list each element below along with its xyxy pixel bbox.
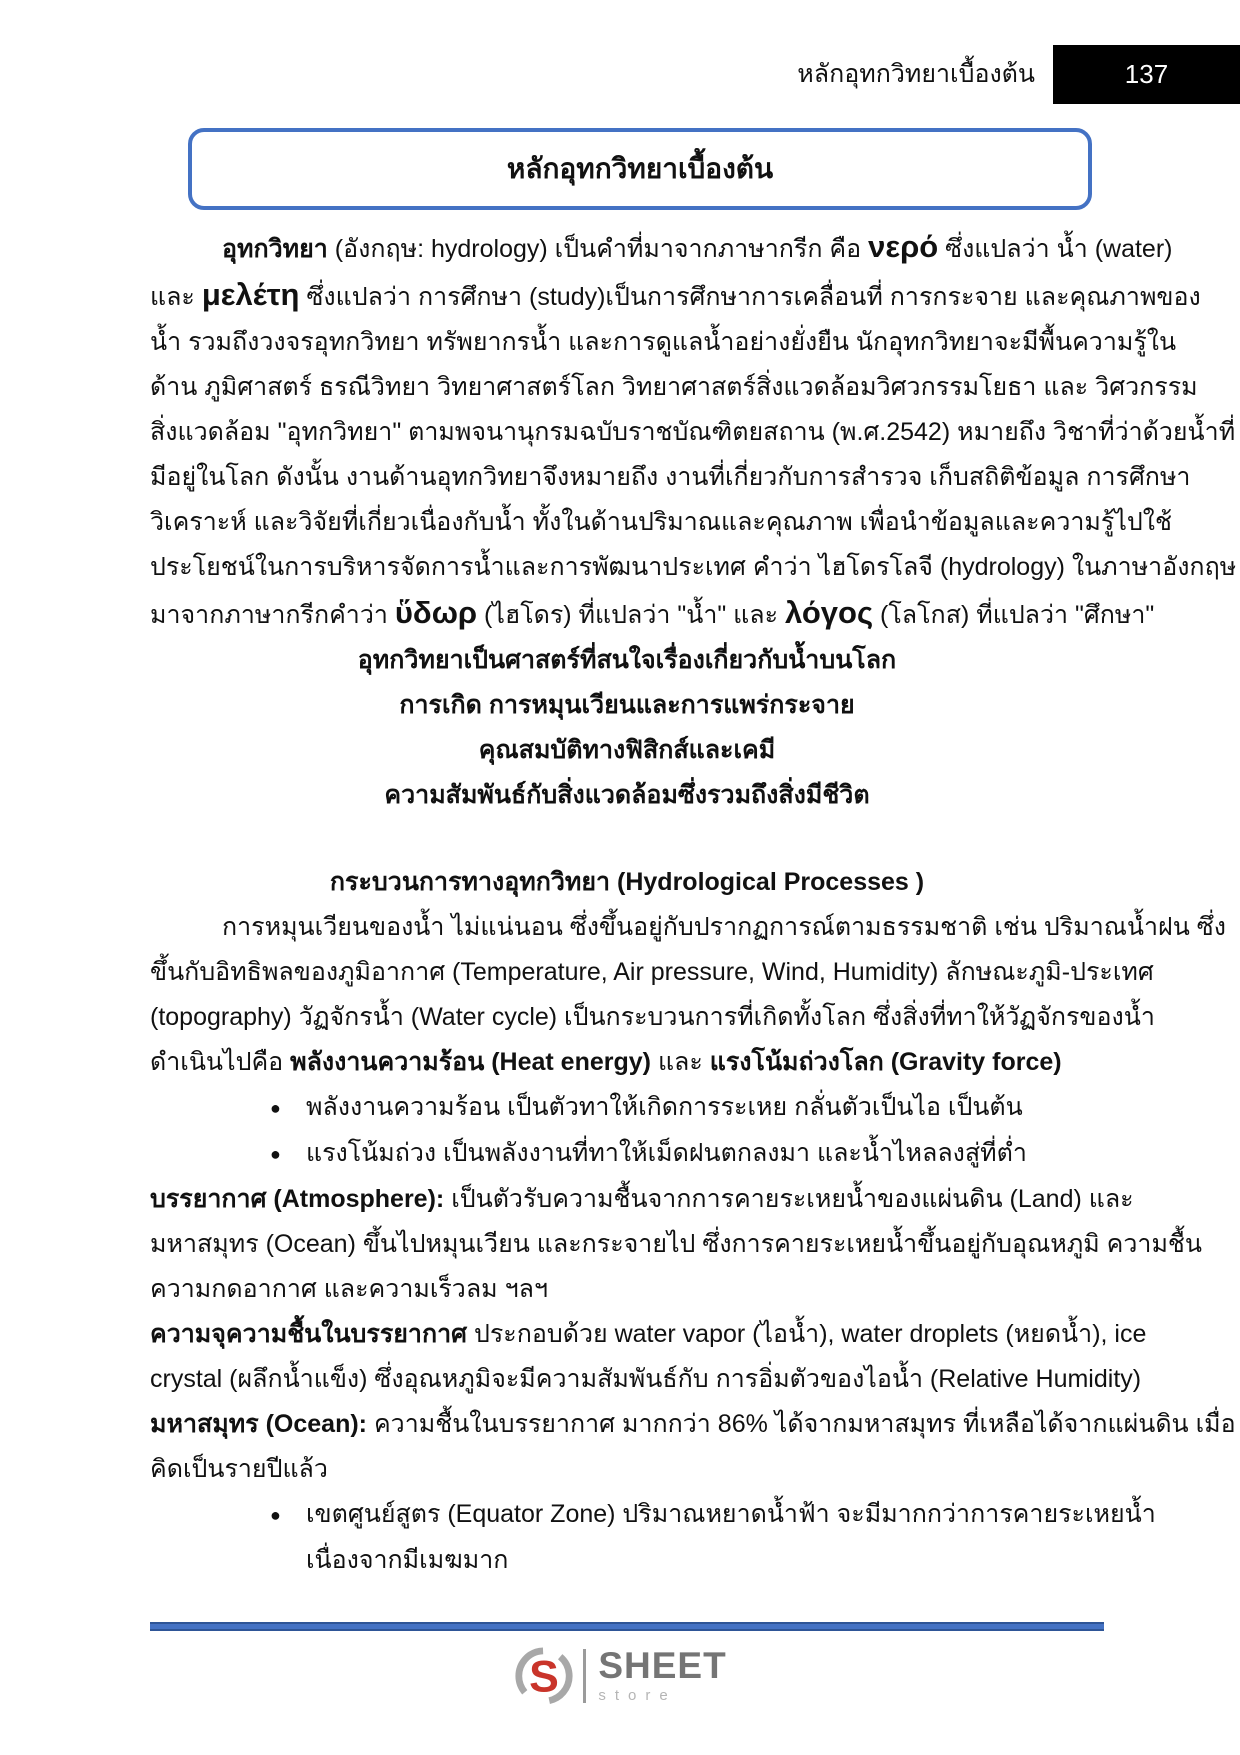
- text-line: [150, 1357, 1142, 1402]
- text-segment: คิดเป็นรายปีแล้ว: [150, 1455, 328, 1483]
- bold-text: มหาสมุทร (Ocean):: [150, 1410, 367, 1438]
- text-segment: (อังกฤษ: hydrology) เป็นคำที่มาจากภาษากรีก คือ: [327, 235, 869, 263]
- logo-divider: [583, 1649, 586, 1703]
- bullet-dot-icon: ●: [270, 1505, 281, 1525]
- greek-term: ὕδωρ: [394, 595, 478, 630]
- bold-text: บรรยากาศ (Atmosphere):: [150, 1185, 445, 1213]
- text-segment: ดำเนินไปคือ: [150, 1048, 291, 1076]
- text-segment: crystal (ผลึกน้ำแข็ง) ซึ่งอุณหภูมิจะมีความสัมพันธ์กับ การอิ่มตัวของไอน้ำ (Relative Humidity): [150, 1365, 1142, 1393]
- text-segment: มหาสมุทร (Ocean) ขึ้นไปหมุนเวียน และกระจายไป ซึ่งการคายระเหยน้ำขึ้นอยู่กับอุณหภูมิ ความชื้น: [150, 1230, 1202, 1258]
- text-segment: เนื่องจากมีเมฆมาก: [306, 1546, 509, 1574]
- logo-text: [598, 1647, 726, 1705]
- text-segment: มาจากภาษากรีกคำว่า: [150, 601, 395, 629]
- centered-statement: [150, 683, 1104, 728]
- text-segment: ประกอบด้วย water vapor (ไอน้ำ), water droplets (หยดน้ำ), ice: [467, 1320, 1147, 1348]
- text-segment: อุทกวิทยาเป็นศาสตร์ที่สนใจเรื่องเกี่ยวกับน้ำบนโลก: [357, 646, 897, 674]
- text-segment: ซึ่งแปลว่า การศึกษา (study)เป็นการศึกษาการเคลื่อนที่ การกระจาย และคุณภาพของ: [299, 283, 1201, 311]
- centered-statement: [150, 773, 1104, 818]
- text-line: [150, 1402, 1236, 1447]
- text-line: [150, 995, 1155, 1040]
- text-line: [150, 1312, 1147, 1357]
- bullet-dot-icon: ●: [270, 1144, 281, 1164]
- text-segment: (ไฮโดร) ที่แปลว่า "น้ำ" และ: [477, 601, 785, 629]
- text-line: [150, 272, 1201, 320]
- text-segment: คุณสมบัติทางฟิสิกส์และเคมี: [478, 736, 776, 764]
- text-line: [150, 545, 1237, 590]
- centered-statement: [150, 638, 1104, 683]
- bullet-item: [150, 1131, 1104, 1177]
- text-segment: ความกดอากาศ และความเร็วลม ฯลฯ: [150, 1275, 548, 1303]
- text-segment: (topography) วัฏจักรน้ำ (Water cycle) เป็นกระบวนการที่เกิดทั้งโลก ซึ่งสิ่งที่ทาให้วัฏจักรของน้ำ: [150, 1003, 1155, 1031]
- text-segment: แรงโน้มถ่วง เป็นพลังงานที่ทาให้เม็ดฝนตกลงมา และน้ำไหลลงสู่ที่ต่ำ: [306, 1139, 1027, 1167]
- text-line: [150, 905, 1226, 950]
- logo-sub-text: store: [598, 1687, 677, 1704]
- text-segment: ขึ้นกับอิทธิพลของภูมิอากาศ (Temperature, Air pressure, Wind, Humidity) ลักษณะภูมิ-ประเทศ: [150, 958, 1154, 986]
- text-line: [150, 455, 1191, 500]
- spacer: [150, 818, 1104, 860]
- text-line: [150, 320, 1177, 365]
- page-number: 137: [1124, 59, 1169, 89]
- text-segment: (โลโกส) ที่แปลว่า "ศึกษา": [873, 601, 1155, 629]
- greek-term: μελέτη: [201, 277, 300, 312]
- text-segment: ความชื้นในบรรยากาศ มากกว่า 86% ได้จากมหาสมุทร ที่เหลือได้จากแผ่นดิน เมื่อ: [367, 1410, 1236, 1438]
- text-segment: เขตศูนย์สูตร (Equator Zone) ปริมาณหยาดน้ำฟ้า จะมีมากกว่าการคายระเหยน้ำ: [306, 1500, 1156, 1528]
- text-segment: มีอยู่ในโลก ดังนั้น งานด้านอุทกวิทยาจึงหมายถึง งานที่เกี่ยวกับการสำรวจ เก็บสถิติข้อมูล การศึกษา: [150, 463, 1191, 491]
- page-header: [0, 45, 1240, 104]
- greek-term: νερό: [868, 229, 939, 264]
- text-line: [150, 590, 1155, 638]
- sheet-store-logo: [0, 1645, 1240, 1707]
- page-number-box: [1053, 45, 1240, 104]
- s-swirl-icon: [513, 1645, 575, 1707]
- text-segment: การหมุนเวียนของน้ำ ไม่แน่นอน ซึ่งขึ้นอยู่กับปรากฏการณ์ตามธรรมชาติ เช่น ปริมาณน้ำฝน ซึ่ง: [222, 913, 1226, 941]
- text-line: [150, 500, 1172, 545]
- text-segment: เป็นตัวรับความชื้นจากการคายระเหยน้ำของแผ่นดิน (Land) และ: [444, 1185, 1134, 1213]
- bullet-dot-icon: ●: [270, 1098, 281, 1118]
- text-line: [150, 224, 1173, 272]
- text-segment: และ: [651, 1048, 710, 1076]
- body-content: [150, 224, 1237, 1583]
- text-segment: ประโยชน์ในการบริหารจัดการน้ำและการพัฒนาประเทศ คำว่า ไฮโดรโลจี (hydrology) ในภาษาอังกฤษ: [150, 553, 1237, 581]
- text-line: [150, 1040, 1104, 1085]
- section-heading: [150, 860, 1104, 905]
- text-segment: น้ำ รวมถึงวงจรอุทกวิทยา ทรัพยากรน้ำ และการดูแลน้ำอย่างยั่งยืน นักอุทกวิทยาจะมีพื้นความรู้ใน: [150, 328, 1177, 356]
- text-segment: สิ่งแวดล้อม "อุทกวิทยา" ตามพจนานุกรมฉบับราชบัณฑิตยสถาน (พ.ศ.2542) หมายถึง วิชาที่ว่าด้วยน้ำที่: [150, 418, 1236, 446]
- text-segment: การเกิด การหมุนเวียนและการแพร่กระจาย: [399, 691, 855, 719]
- text-segment: พลังงานความร้อน เป็นตัวทาให้เกิดการระเหย กลั่นตัวเป็นไอ เป็นต้น: [306, 1093, 1023, 1121]
- text-line: [150, 1538, 1104, 1583]
- text-segment: และ: [150, 283, 202, 311]
- bold-text: แรงโน้มถ่วงโลก (Gravity force): [709, 1048, 1062, 1076]
- text-segment: ซึ่งแปลว่า น้ำ (water): [938, 235, 1173, 263]
- text-line: [150, 1177, 1134, 1222]
- text-segment: ความสัมพันธ์กับสิ่งแวดล้อมซึ่งรวมถึงสิ่งมีชีวิต: [384, 781, 870, 809]
- greek-term: λόγος: [785, 595, 874, 630]
- bold-text: พลังงานความร้อน (Heat energy): [290, 1048, 651, 1076]
- header-title: หลักอุทกวิทยาเบื้องต้น: [797, 60, 1035, 88]
- page-title: หลักอุทกวิทยาเบื้องต้น: [506, 153, 774, 184]
- bullet-item: [150, 1085, 1104, 1131]
- text-line: [150, 950, 1154, 995]
- text-line: [150, 1267, 1104, 1312]
- svg-text:S: S: [529, 1652, 560, 1702]
- text-segment: วิเคราะห์ และวิจัยที่เกี่ยวเนื่องกับน้ำ ทั้งในด้านปริมาณและคุณภาพ เพื่อนำข้อมูลและความรู้ไปใช้: [150, 508, 1172, 536]
- footer-divider: [150, 1622, 1104, 1631]
- text-segment: ด้าน ภูมิศาสตร์ ธรณีวิทยา วิทยาศาสตร์โลก วิทยาศาสตร์สิ่งแวดล้อมวิศวกรรมโยธา และ วิศวกรรม: [150, 373, 1198, 401]
- text-segment: กระบวนการทางอุทกวิทยา (Hydrological Processes ): [329, 868, 925, 896]
- text-line: [150, 1222, 1202, 1267]
- logo-main-text: SHEET: [598, 1645, 727, 1686]
- bold-text: ความจุความชื้นในบรรยากาศ: [150, 1320, 468, 1348]
- text-line: [150, 365, 1198, 410]
- centered-statement: [150, 728, 1104, 773]
- bold-text: อุทกวิทยา: [222, 235, 328, 263]
- text-line: [150, 1447, 1104, 1492]
- text-line: [150, 410, 1236, 455]
- bullet-item: [150, 1492, 1156, 1538]
- title-box: [188, 128, 1092, 210]
